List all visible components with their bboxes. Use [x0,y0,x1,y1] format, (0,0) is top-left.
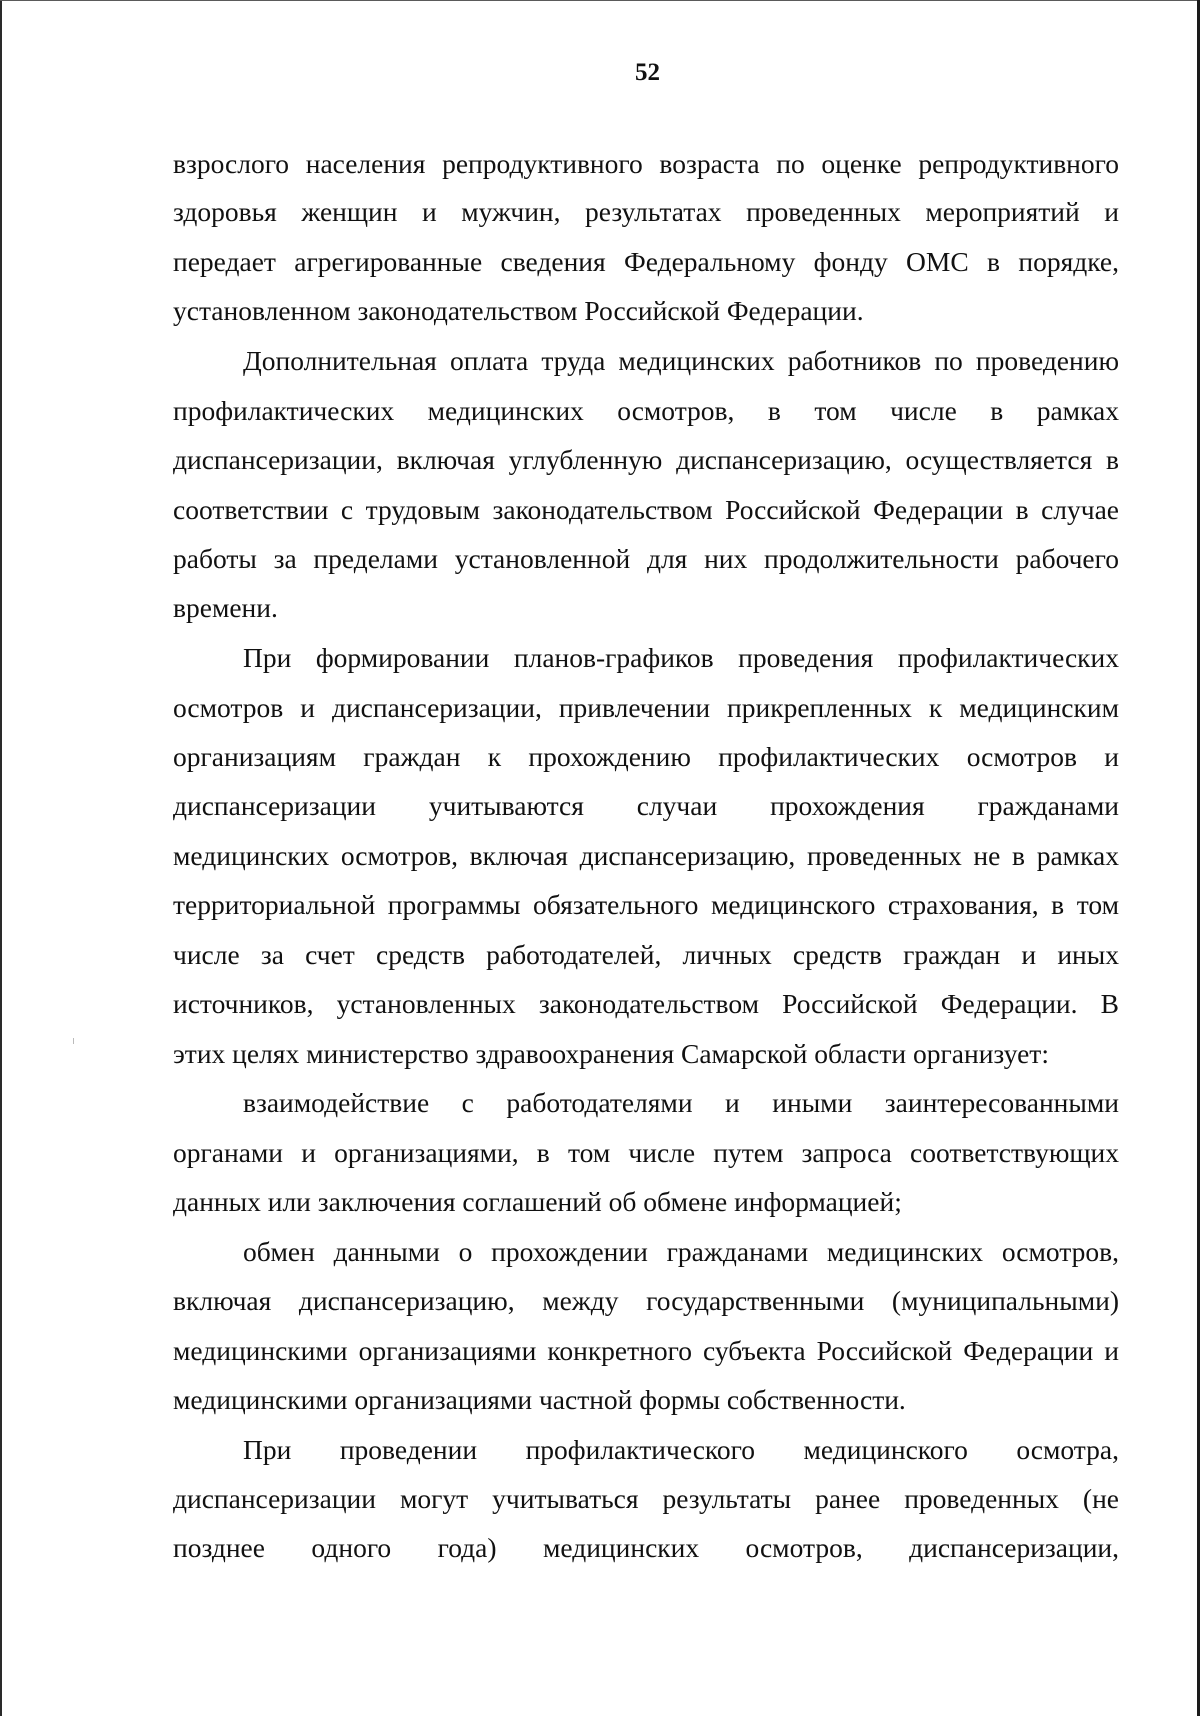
paragraph-5-line-3: медицинскими организациями конкретного субъекта Российской Федерации и [173,1335,1119,1366]
paragraph-4-line-1: взаимодействие с работодателями и иными заинтересованными [243,1087,1119,1118]
paragraph-2-line-4: соответствии с трудовым законодательством Российской Федерации в случае [173,494,1119,525]
scan-speck [73,1038,74,1044]
paragraph-6-line-2: диспансеризации могут учитываться результаты ранее проведенных (не [173,1483,1119,1514]
paragraph-1-line-4: установленном законодательством Российской Федерации. [173,295,864,326]
paragraph-3-line-1: При формировании планов-графиков проведения профилактических [243,642,1119,673]
paragraph-2-line-3: диспансеризации, включая углубленную диспансеризацию, осуществляется в [173,444,1119,475]
paragraph-1-line-1: взрослого населения репродуктивного возраста по оценке репродуктивного [173,148,1119,179]
paragraph-4-line-3: данных или заключения соглашений об обмене информацией; [173,1186,902,1217]
paragraph-6-line-3: позднее одного года) медицинских осмотров, диспансеризации, [173,1532,1119,1563]
paragraph-2-line-6: времени. [173,592,278,623]
paragraph-3-line-8: источников, установленных законодательством Российской Федерации. В [173,988,1119,1019]
paragraph-1-line-3: передает агрегированные сведения Федеральному фонду ОМС в порядке, [173,246,1119,277]
paragraph-5-line-1: обмен данными о прохождении гражданами медицинских осмотров, [243,1236,1119,1267]
paragraph-4-line-2: органами и организациями, в том числе путем запроса соответствующих [173,1137,1119,1168]
paragraph-3-line-9: этих целях министерство здравоохранения Самарской области организует: [173,1038,1049,1069]
paragraph-3-line-3: организациям граждан к прохождению профилактических осмотров и [173,741,1119,772]
paragraph-3-line-5: медицинских осмотров, включая диспансеризацию, проведенных не в рамках [173,840,1119,871]
paragraph-5-line-4: медицинскими организациями частной формы собственности. [173,1384,906,1415]
paragraph-2-line-2: профилактических медицинских осмотров, в том числе в рамках [173,395,1119,426]
paragraph-3-line-2: осмотров и диспансеризации, привлечении прикрепленных к медицинским [173,692,1119,723]
paragraph-3-line-4: диспансеризации учитываются случаи прохождения гражданами [173,790,1119,821]
paragraph-3-line-7: числе за счет средств работодателей, личных средств граждан и иных [173,939,1119,970]
paragraph-2-line-1: Дополнительная оплата труда медицинских работников по проведению [243,345,1119,376]
paragraph-1-line-2: здоровья женщин и мужчин, результатах проведенных мероприятий и [173,196,1119,227]
paragraph-3-line-6: территориальной программы обязательного медицинского страхования, в том [173,889,1119,920]
paragraph-2-line-5: работы за пределами установленной для них продолжительности рабочего [173,543,1119,574]
paragraph-5-line-2: включая диспансеризацию, между государственными (муниципальными) [173,1285,1119,1316]
page-number: 52 [635,59,660,86]
scan-edge-top [0,0,1200,1]
scan-edge-left [0,0,2,1716]
paragraph-6-line-1: При проведении профилактического медицинского осмотра, [243,1434,1119,1465]
